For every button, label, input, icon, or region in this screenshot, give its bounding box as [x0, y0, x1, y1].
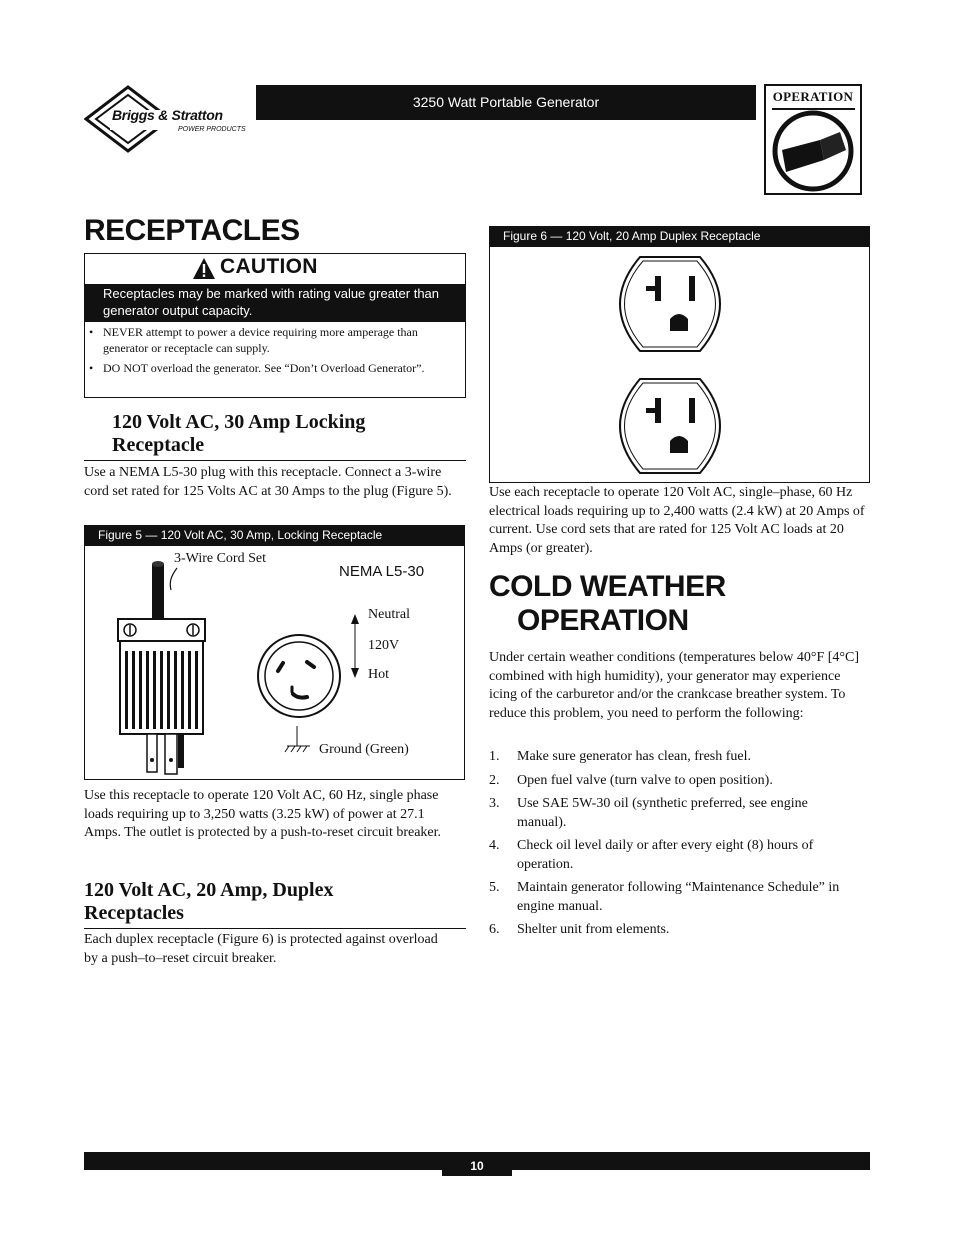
list-item: 4. Check oil level daily or after every eight (8) hours of operation.	[489, 838, 814, 872]
document-title: 3250 Watt Portable Generator	[412, 94, 600, 110]
logo-subtitle: POWER PRODUCTS	[178, 126, 246, 133]
list-item: 3. Use SAE 5W-30 oil (synthetic preferred, see engine manual).	[489, 796, 808, 830]
cold-weather-title-line1: COLD WEATHER	[489, 570, 726, 603]
outlet-top	[620, 257, 720, 351]
logo-name: Briggs & Stratton	[112, 107, 223, 123]
list-item: 2. Open fuel valve (turn valve to open position).	[489, 772, 773, 788]
duplex-heading: 120 Volt AC, 20 Amp, Duplex Receptacles	[84, 879, 334, 924]
duplex-usage: Use each receptacle to operate 120 Volt AC, single–phase, 60 Hz electrical loads requiring up to 2,400 watts (2.4 kW) at 20 Amps of current. Use cord sets that are rated for 125 Volt AC loads at 20 Amps (or greater).	[489, 485, 865, 556]
cold-weather-title	[489, 570, 726, 638]
cold-weather-steps	[489, 748, 859, 945]
label-hot: Hot	[368, 667, 389, 682]
operation-switch-icon	[768, 110, 859, 192]
receptacles-title: RECEPTACLES	[84, 214, 300, 247]
locking-heading: 120 Volt AC, 30 Amp Locking Receptacle	[112, 411, 366, 456]
warning-triangle-icon	[192, 257, 216, 280]
header-title-bar	[256, 85, 756, 120]
locking-intro: Use a NEMA L5-30 plug with this receptacle. Connect a 3-wire cord set rated for 125 Volts AC at 30 Amps to the plug (Figure 5).	[84, 465, 452, 499]
caution-warning: Receptacles may be marked with rating value greater than generator output capacity.	[85, 284, 465, 322]
figure6-diagram	[489, 246, 870, 483]
cold-weather-intro: Under certain weather conditions (temperatures below 40°F [4°C] combined with high humidity), your generator may experience icing of the carburetor and/or the crankcase breather system. To reduce this problem, you need to perform the following:	[489, 650, 860, 721]
label-ground: Ground (Green)	[319, 742, 409, 757]
caution-label: CAUTION	[220, 255, 318, 278]
caution-header	[85, 254, 465, 284]
duplex-text: Each duplex receptacle (Figure 6) is protected against overload by a push–to–reset circuit breaker.	[84, 932, 438, 966]
label-voltage: 120V	[368, 638, 400, 653]
duplex-heading-block	[84, 879, 466, 929]
locking-usage: Use this receptacle to operate 120 Volt AC, 60 Hz, single phase loads requiring up to 3,250 watts (3.25 kW) of power at 27.1 Amps. The outlet is protected by a push-to-reset circuit breaker.	[84, 788, 442, 840]
label-cord-set: 3-Wire Cord Set	[174, 551, 266, 566]
caution-box	[84, 253, 466, 398]
list-item: • DO NOT overload the generator. See “Don’t Overload Generator”.	[89, 360, 457, 376]
cold-weather-title-line2: OPERATION	[517, 604, 689, 637]
page-number: 10	[442, 1152, 512, 1176]
figure5-diagram	[84, 545, 465, 780]
label-nema: NEMA L5-30	[339, 563, 425, 580]
figure6-caption: Figure 6 — 120 Volt, 20 Amp Duplex Receptacle	[489, 226, 870, 246]
list-item: 1. Make sure generator has clean, fresh fuel.	[489, 749, 752, 764]
figure5-caption: Figure 5 — 120 Volt AC, 30 Amp, Locking Receptacle	[84, 525, 465, 545]
section-tab	[764, 84, 862, 195]
caution-list	[89, 324, 457, 380]
list-item: • NEVER attempt to power a device requiring more amperage than generator or receptacle can supply.	[89, 324, 457, 356]
locking-heading-block	[84, 411, 466, 461]
duplex-receptacle-illustration	[490, 247, 871, 484]
list-item: 5. Maintain generator following “Maintenance Schedule” in engine manual.	[489, 880, 840, 914]
brand-logo	[84, 84, 254, 154]
list-item: 6. Shelter unit from elements.	[489, 922, 670, 937]
label-neutral: Neutral	[368, 607, 410, 622]
section-tab-label: OPERATION	[772, 89, 854, 104]
outlet-bottom	[620, 379, 720, 473]
